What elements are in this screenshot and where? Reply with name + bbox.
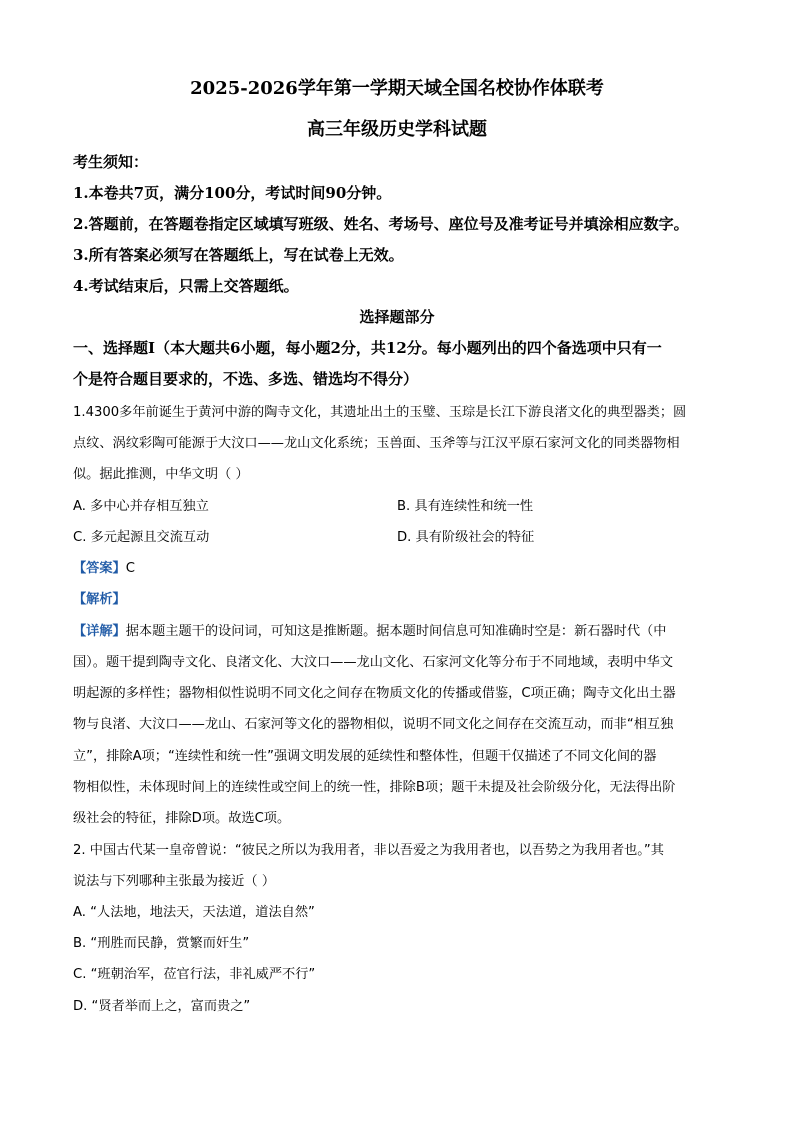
q1-stem-line-1: 1.4300多年前诞生于黄河中游的陶寺文化，其遗址出土的玉璧、玉琮是长江下游良渚文化的典型器类；圆 xyxy=(73,405,687,420)
q1-detail-line-1 xyxy=(73,620,666,639)
q1-detail-line-5: 立”，排除A项；“连续性和统一性”强调文明发展的延续性和整体性，但题干仅描述了不同文化间的器 xyxy=(73,749,657,764)
notice-heading: 考生须知： xyxy=(73,153,149,171)
q1-answer xyxy=(73,557,135,576)
answer-label: 【答案】 xyxy=(73,561,126,576)
q1-option-a: A. 多中心并存相互独立 xyxy=(73,499,209,514)
q1-option-d: D. 具有阶级社会的特征 xyxy=(397,530,535,545)
q1-option-b: B. 具有连续性和统一性 xyxy=(397,499,534,514)
section-intro-line-2: 个是符合题目要求的，不选、多选、错选均不得分） xyxy=(73,370,419,388)
q1-detail-line-4: 物与良渚、大汶口——龙山、石家河等文化的器物相似，说明不同文化之间存在交流互动，而非“相互独 xyxy=(73,717,674,732)
notice-item-2: 2.答题前，在答题卷指定区域填写班级、姓名、考场号、座位号及准考证号并填涂相应数字。 xyxy=(73,215,689,233)
q2-stem-line-1: 2. 中国古代某一皇帝曾说：“彼民之所以为我用者，非以吾爱之为我用者也，以吾势之为我用者也。”其 xyxy=(73,843,664,858)
q1-stem-line-2: 点纹、涡纹彩陶可能源于大汶口——龙山文化系统；玉兽面、玉斧等与江汉平原石家河文化的同类器物相 xyxy=(73,436,680,451)
exam-subtitle: 高三年级历史学科试题 xyxy=(307,119,487,140)
q1-detail-line-2: 国）。题干提到陶寺文化、良渚文化、大汶口——龙山文化、石家河文化等分布于不同地域，表明中华文 xyxy=(73,655,674,670)
detail-label: 【详解】 xyxy=(73,624,126,639)
notice-item-1: 1.本卷共7页，满分100分，考试时间90分钟。 xyxy=(73,184,392,202)
q2-option-c: C. “班朝治军，莅官行法，非礼威严不行” xyxy=(73,967,316,982)
section-intro-line-1: 一、选择题Ⅰ（本大题共6小题，每小题2分，共12分。每小题列出的四个备选项中只有一 xyxy=(73,339,662,357)
q1-analysis-heading xyxy=(73,588,126,607)
q2-option-d: D. “贤者举而上之，富而贵之” xyxy=(73,999,251,1014)
q1-option-c: C. 多元起源且交流互动 xyxy=(73,530,210,545)
q2-option-b: B. “刑胜而民静，赏繁而奸生” xyxy=(73,936,250,951)
q1-detail-line-3: 明起源的多样性；器物相似性说明不同文化之间存在物质文化的传播或借鉴，C项正确；陶寺文化出土器 xyxy=(73,686,676,701)
exam-title: 2025-2026学年第一学期天域全国名校协作体联考 xyxy=(190,78,604,99)
q1-detail-line-6: 物相似性，未体现时间上的连续性或空间上的统一性，排除B项；题干未提及社会阶级分化，无法得出阶 xyxy=(73,780,676,795)
notice-item-3: 3.所有答案必须写在答题纸上，写在试卷上无效。 xyxy=(73,246,404,264)
section-title: 选择题部分 xyxy=(359,308,435,326)
detail-text: 据本题主题干的设问词，可知这是推断题。据本题时间信息可知准确时空是：新石器时代（中 xyxy=(125,624,667,639)
q2-stem-line-2: 说法与下列哪种主张最为接近（ ） xyxy=(73,874,276,889)
q2-option-a: A. “人法地，地法天，天法道，道法自然” xyxy=(73,905,315,920)
q1-stem-line-3: 似。据此推测，中华文明（ ） xyxy=(73,467,249,482)
analysis-label: 【解析】 xyxy=(73,592,126,607)
answer-value: C xyxy=(125,561,135,576)
q1-detail-line-7: 级社会的特征，排除D项。故选C项。 xyxy=(73,811,291,826)
notice-item-4: 4.考试结束后，只需上交答题纸。 xyxy=(73,277,299,295)
